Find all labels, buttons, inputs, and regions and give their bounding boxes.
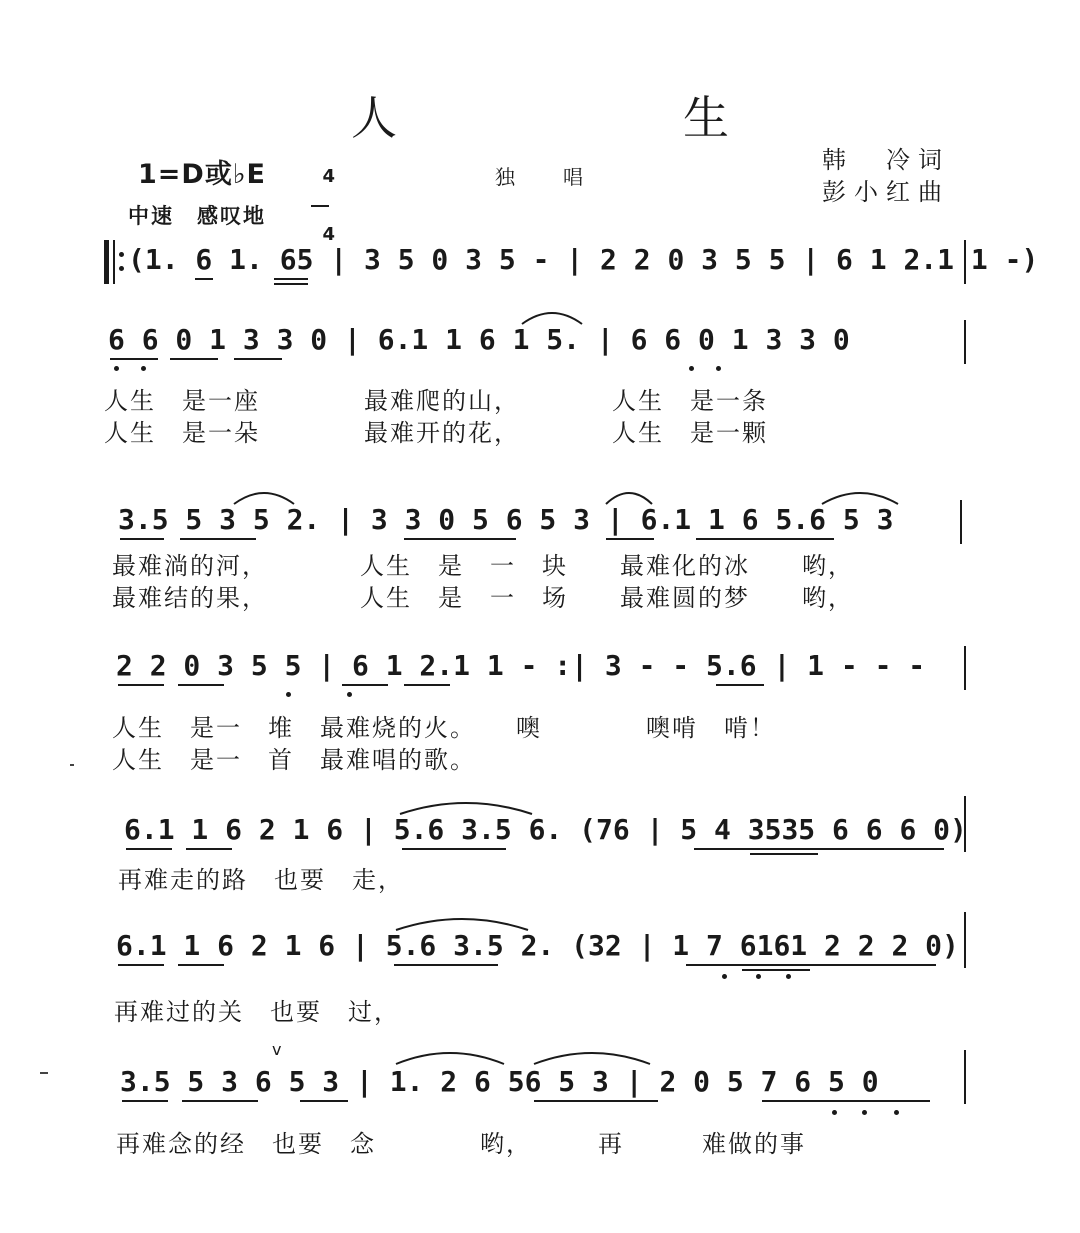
performance-mode: 独唱: [495, 165, 631, 189]
repeat-start-barline: [104, 240, 109, 284]
lyrics-row-7: 再难念的经 也要 念 哟， 再 难做的事: [116, 1130, 806, 1158]
lyrics-row-3-verse-2: 最难结的果， 人生 是 一 场 最难圆的梦 哟，: [112, 584, 854, 612]
staff-row-7: 3.5 5 3 6 5 3 | 1. 2 6 56 5 3 | 2 0 5 7 6 5 0 v: [0, 1062, 1080, 1122]
staff-row-6: [0, 926, 1080, 986]
staff-row-2: [0, 320, 1080, 380]
notation-row-1: (1. 6 1. 65 | 3 5 0 3 5 - | 2 2 0 3 5 5 | 6 1 2.1 1 -): [128, 243, 1039, 276]
lyrics-row-4-verse-2: 人生 是一 首 最难唱的歌。: [112, 746, 476, 774]
slur: [820, 486, 900, 506]
song-title: 人 生: [351, 91, 849, 145]
lyrics-row-3-verse-1: 最难淌的河， 人生 是 一 块 最难化的冰 哟，: [112, 552, 854, 580]
slur: [398, 796, 534, 816]
lyricist-credit: 韩 冷词: [822, 146, 950, 174]
lyrics-row-6: 再难过的关 也要 过，: [114, 998, 400, 1026]
lyrics-row-2-verse-2: 人生 是一朵 最难开的花， 人生 是一颗: [104, 419, 768, 447]
time-signature-bottom: 4: [322, 224, 336, 245]
staff-row-1: [0, 240, 1080, 300]
key-signature: 1=D或♭E: [138, 159, 267, 190]
lyrics-row-5: 再难走的路 也要 走，: [118, 866, 404, 894]
notation-row-4: 2 2 0 3 5 5 | 6 1 2.1 1 - :| 3 - - 5.6 | 1 - - -: [116, 649, 926, 682]
lyrics-row-2-verse-1: 人生 是一座 最难爬的山， 人生 是一条: [104, 387, 768, 415]
notation-row-7: 3.5 5 3 6 5 3 | 1. 2 6 56 5 3 | 2 0 5 7 6 5 0: [120, 1065, 879, 1098]
notation-row-6: 6.1 1 6 2 1 6 | 5.6 3.5 2. (32 | 1 7 6161 2 2 2 0): [116, 929, 959, 962]
notation-row-3: 3.5 5 3 5 2. | 3 3 0 5 6 5 3 | 6.1 1 6 5.6 5 3: [118, 503, 894, 536]
slur: [604, 486, 654, 506]
slur: [232, 486, 296, 506]
staff-row-4: [0, 646, 1080, 706]
tempo-marking: 中速 感叹地: [128, 203, 266, 228]
time-signature-top: 4: [322, 166, 336, 187]
composer-credit: 彭小红曲: [822, 178, 950, 206]
time-signature: [310, 150, 336, 245]
notation-row-5: 6.1 1 6 2 1 6 | 5.6 3.5 6. (76 | 5 4 3535 6 6 6 0): [124, 813, 967, 846]
slur: [532, 1046, 652, 1066]
slur: [520, 306, 584, 326]
slur: [394, 1046, 506, 1066]
slur: [394, 912, 530, 932]
lyrics-row-4-verse-1: 人生 是一 堆 最难烧的火。 噢 噢啃 啃！: [112, 714, 776, 742]
notation-row-2: 6 6 0 1 3 3 0 | 6.1 1 6 1 5. | 6 6 0 1 3 3 0: [108, 323, 850, 356]
